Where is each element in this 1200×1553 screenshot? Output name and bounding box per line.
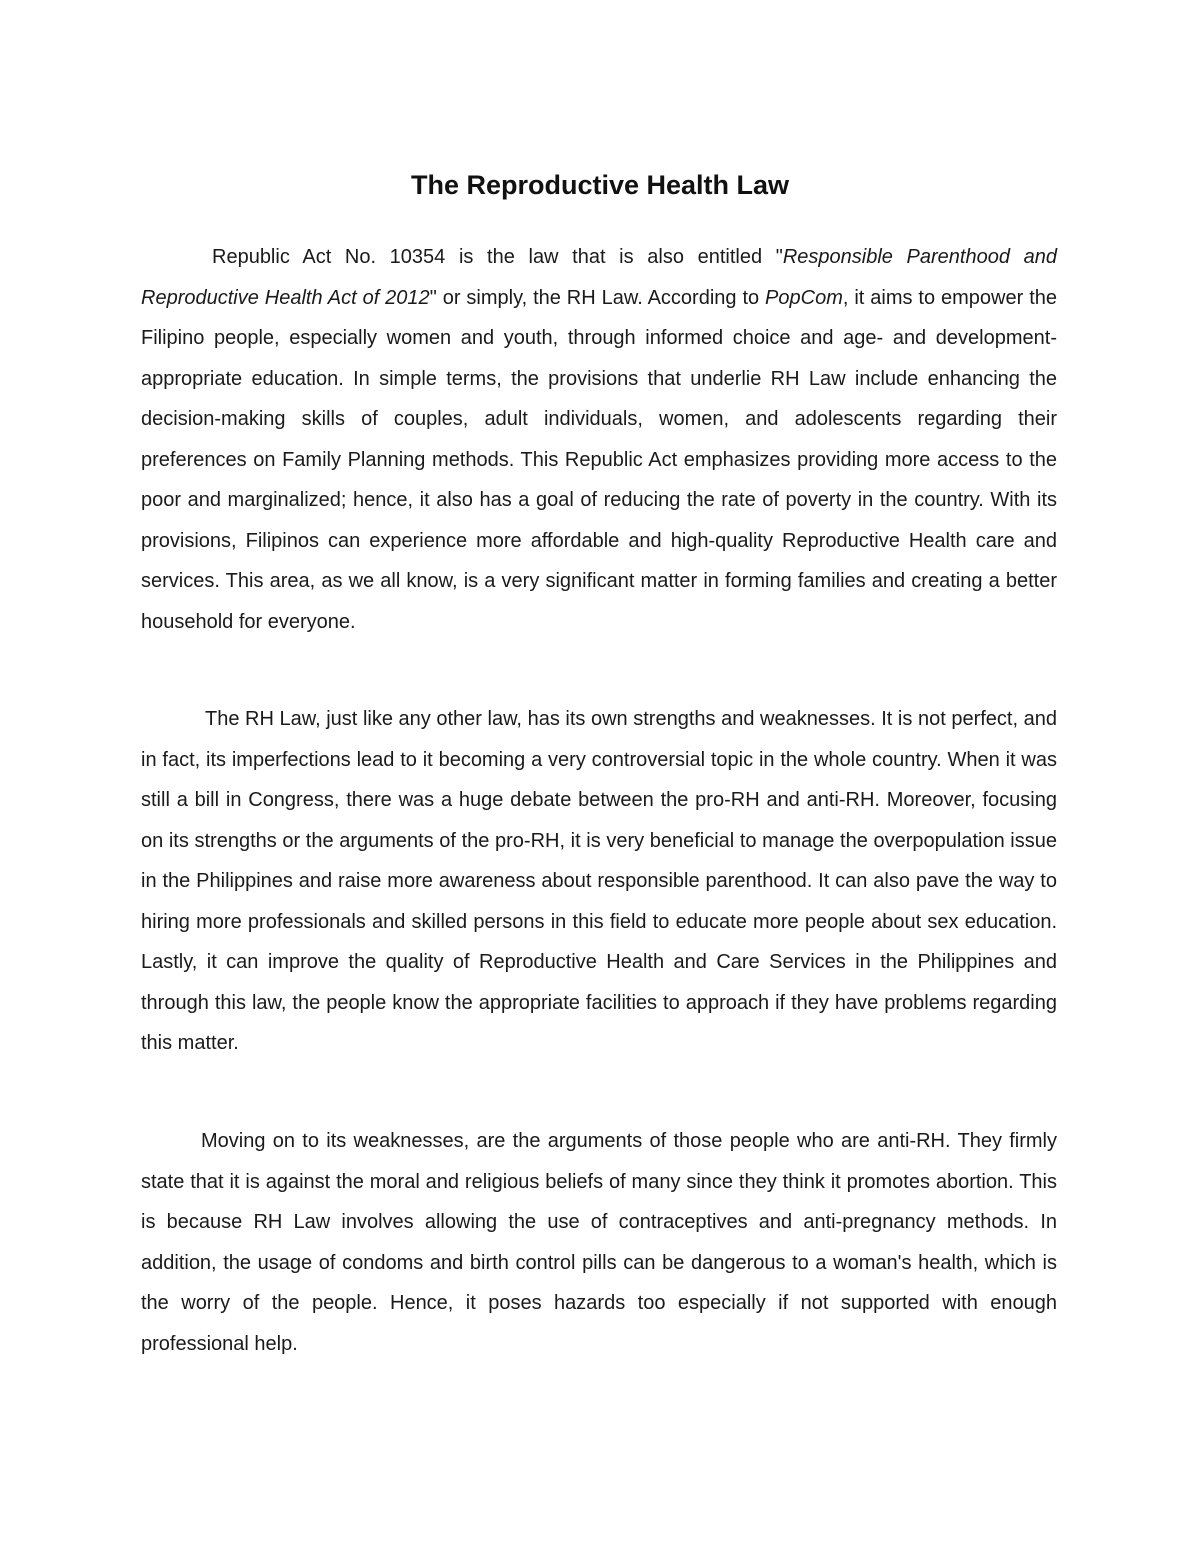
paragraph-1-segment-a: Republic Act No. 10354 is the law that is also entitled ": [212, 246, 783, 268]
paragraph-2-text: The RH Law, just like any other law, has its own strengths and weaknesses. It is not perfect, and in fact, its imperfections lead to it becoming a very controversial topic in the whole country. When it was still a bill in Congress, there was a huge debate between the pro-RH and anti-RH. Moreover, focusing on its strengths or the arguments of the pro-RH, it is very beneficial to manage the overpopulation issue in the Philippines and raise more awareness about responsible parenthood. It can also pave the way to hiring more professionals and skilled persons in this field to educate more people about sex education. Lastly, it can improve the quality of Reproductive Health and Care Services in the Philippines and through this law, the people know the appropriate facilities to approach if they have problems regarding this matter.: [141, 708, 1057, 1054]
paragraph-1-text: [141, 237, 1057, 642]
paragraph-1-segment-c: , it aims to empower the Filipino people, especially women and youth, through informed choice and age- and development- appropriate education. In simple terms, the provisions that underlie RH Law include enhancing the decision-making skills of couples, adult individuals, women, and adolescents regarding their preferences on Family Planning methods. This Republic Act emphasizes providing more access to the poor and marginalized; hence, it also has a goal of reducing the rate of poverty in the country. With its provisions, Filipinos can experience more affordable and high-quality Reproductive Health care and services. This area, as we all know, is a very significant matter in forming families and creating a better household for everyone.: [141, 286, 1057, 633]
paragraph-3: [141, 1121, 1057, 1364]
paragraph-3-text: Moving on to its weaknesses, are the arguments of those people who are anti-RH. They firmly state that it is against the moral and religious beliefs of many since they think it promotes abortion. This is because RH Law involves allowing the use of contraceptives and anti-pregnancy methods. In addition, the usage of condoms and birth control pills can be dangerous to a woman's health, which is the worry of the people. Hence, it poses hazards too especially if not supported with enough professional help.: [141, 1130, 1057, 1355]
act-title-italic: Responsible Parenthood and Reproductive Health Act of 2012: [141, 246, 1057, 309]
paragraph-1: [141, 237, 1057, 642]
paragraph-2: [141, 699, 1057, 1064]
paragraph-1-segment-b: " or simply, the RH Law. According to: [429, 286, 766, 309]
popcom-italic: PopCom: [765, 286, 843, 309]
document-title: The Reproductive Health Law: [410, 170, 790, 200]
